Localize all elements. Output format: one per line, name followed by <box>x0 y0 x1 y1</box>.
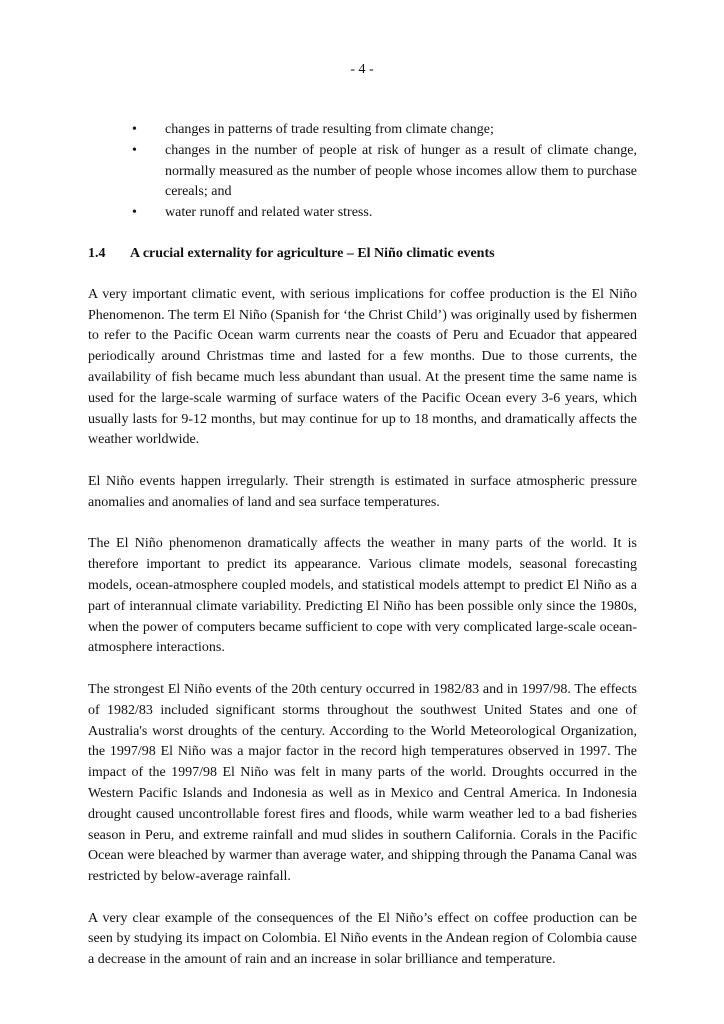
paragraph: A very important climatic event, with serious implications for coffee production is the El Niño Phenomenon. The term El Niño (Spanish for ‘the Christ Child’) was originally used by fishermen to refer to the Pacific Ocean warm currents near the coasts of Peru and Ecuador that appeared periodically around Christmas time and lasted for a few months. Due to those currents, the availability of fish became much less abundant than usual. At the present time the same name is used for the large-scale warming of surface waters of the Pacific Ocean every 3-6 years, which usually lasts for 9-12 months, but may continue for up to 18 months, and dramatically affects the weather worldwide. <box>88 286 637 448</box>
list-item <box>88 203 637 224</box>
list-item <box>88 120 637 141</box>
section-number: 1.4 <box>88 245 106 261</box>
page-number: - 4 - <box>350 62 374 77</box>
bullet-icon: • <box>132 142 137 158</box>
paragraph: A very clear example of the consequences of the El Niño’s effect on coffee production can be seen by studying its impact on Colombia. El Niño events in the Andean region of Colombia cause a decrease in the amount of rain and an increase in solar brilliance and temperature. <box>88 910 637 968</box>
paragraph: El Niño events happen irregularly. Their strength is estimated in surface atmospheric pressure anomalies and anomalies of land and sea surface temperatures. <box>88 473 637 510</box>
paragraph: The El Niño phenomenon dramatically affects the weather in many parts of the world. It is therefore important to predict its appearance. Various climate models, seasonal forecasting models, ocean-atmosphere coupled models, and statistical models attempt to predict El Niño as a part of interannual climate variability. Predicting El Niño has been possible only since the 1980s, when the power of computers became sufficient to cope with very complicated large-scale ocean-atmosphere interactions. <box>88 536 637 656</box>
bullet-icon: • <box>132 205 137 221</box>
list-item <box>88 141 637 203</box>
paragraph: The strongest El Niño events of the 20th century occurred in 1982/83 and in 1997/98. The effects of 1982/83 included significant storms throughout the southwest United States and one of Australia's worst droughts of the century. According to the World Meteorological Organization, the 1997/98 El Niño was a major factor in the record high temperatures observed in 1997. The impact of the 1997/98 El Niño was felt in many parts of the world. Droughts occurred in the Western Pacific Islands and Indonesia as well as in Mexico and Central America. In Indonesia drought caused uncontrollable forest fires and floods, while warm weather led to a bad fisheries season in Peru, and extreme rainfall and mud slides in southern California. Corals in the Pacific Ocean were bleached by warmer than average water, and shipping through the Panama Canal was restricted by below-average rainfall. <box>88 681 637 885</box>
section-heading <box>88 244 637 265</box>
document-body <box>88 120 637 992</box>
bullet-list <box>88 120 637 224</box>
list-item-text: changes in the number of people at risk of hunger as a result of climate change, normally measured as the number of people whose incomes allow them to purchase cereals; and <box>165 142 637 200</box>
section-title: A crucial externality for agriculture – El Niño climatic events <box>130 245 495 261</box>
list-item-text: water runoff and related water stress. <box>165 205 373 221</box>
bullet-icon: • <box>132 122 137 137</box>
list-item-text: changes in patterns of trade resulting from climate change; <box>165 122 494 137</box>
